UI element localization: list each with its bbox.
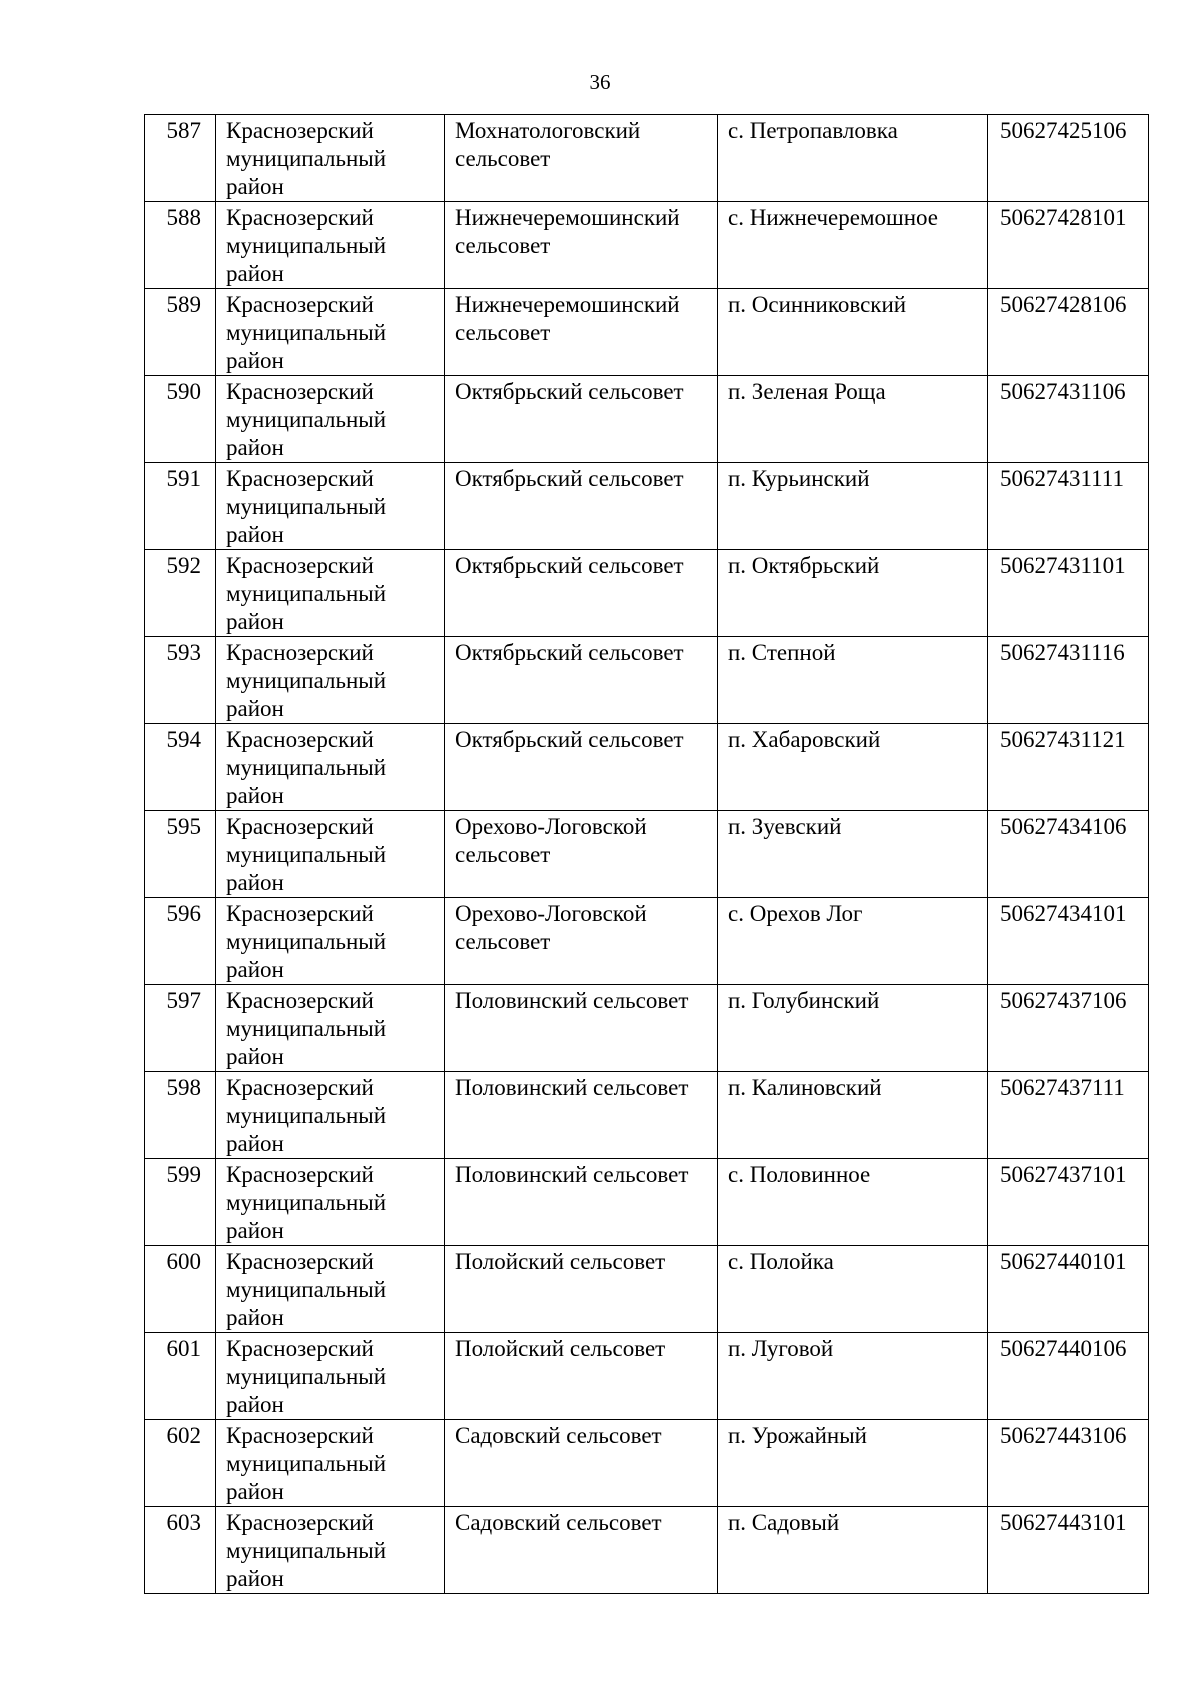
settlement-cell: п. Хабаровский	[718, 724, 988, 811]
code-cell: 50627434101	[988, 898, 1149, 985]
code-cell: 50627431106	[988, 376, 1149, 463]
table-row	[145, 898, 1149, 985]
district-cell: Краснозерский муниципальный район	[216, 550, 445, 637]
code-cell: 50627431121	[988, 724, 1149, 811]
code-cell: 50627443106	[988, 1420, 1149, 1507]
code-cell: 50627428106	[988, 289, 1149, 376]
row-number-cell: 589	[145, 289, 216, 376]
settlement-cell: с. Петропавловка	[718, 115, 988, 202]
district-cell: Краснозерский муниципальный район	[216, 637, 445, 724]
council-cell: Садовский сельсовет	[445, 1507, 718, 1594]
code-cell: 50627443101	[988, 1507, 1149, 1594]
code-cell: 50627440106	[988, 1333, 1149, 1420]
council-cell: Октябрьский сельсовет	[445, 376, 718, 463]
table-row	[145, 637, 1149, 724]
district-cell: Краснозерский муниципальный район	[216, 811, 445, 898]
settlement-cell: п. Садовый	[718, 1507, 988, 1594]
table-row	[145, 724, 1149, 811]
settlement-cell: п. Калиновский	[718, 1072, 988, 1159]
district-cell: Краснозерский муниципальный район	[216, 1420, 445, 1507]
district-cell: Краснозерский муниципальный район	[216, 724, 445, 811]
row-number-cell: 595	[145, 811, 216, 898]
district-cell: Краснозерский муниципальный район	[216, 289, 445, 376]
row-number-cell: 591	[145, 463, 216, 550]
district-cell: Краснозерский муниципальный район	[216, 115, 445, 202]
table-row	[145, 1333, 1149, 1420]
council-cell: Садовский сельсовет	[445, 1420, 718, 1507]
table-row	[145, 463, 1149, 550]
row-number-cell: 597	[145, 985, 216, 1072]
settlement-cell: п. Степной	[718, 637, 988, 724]
row-number-cell: 600	[145, 1246, 216, 1333]
council-cell: Октябрьский сельсовет	[445, 637, 718, 724]
table-row	[145, 985, 1149, 1072]
code-cell: 50627428101	[988, 202, 1149, 289]
row-number-cell: 594	[145, 724, 216, 811]
page-number: 36	[589, 70, 611, 94]
council-cell: Мохнатологовский сельсовет	[445, 115, 718, 202]
district-cell: Краснозерский муниципальный район	[216, 1072, 445, 1159]
district-cell: Краснозерский муниципальный район	[216, 1159, 445, 1246]
row-number-cell: 592	[145, 550, 216, 637]
row-number-cell: 602	[145, 1420, 216, 1507]
code-cell: 50627437111	[988, 1072, 1149, 1159]
table-row	[145, 1072, 1149, 1159]
settlement-cell: п. Голубинский	[718, 985, 988, 1072]
council-cell: Нижнечеремошинский сельсовет	[445, 202, 718, 289]
council-cell: Орехово-Логовской сельсовет	[445, 811, 718, 898]
settlement-cell: п. Октябрьский	[718, 550, 988, 637]
code-cell: 50627437106	[988, 985, 1149, 1072]
settlement-cell: п. Осинниковский	[718, 289, 988, 376]
district-cell: Краснозерский муниципальный район	[216, 202, 445, 289]
settlement-cell: п. Курьинский	[718, 463, 988, 550]
settlement-cell: п. Зуевский	[718, 811, 988, 898]
code-cell: 50627425106	[988, 115, 1149, 202]
council-cell: Орехово-Логовской сельсовет	[445, 898, 718, 985]
council-cell: Полойский сельсовет	[445, 1246, 718, 1333]
row-number-cell: 590	[145, 376, 216, 463]
table-row	[145, 550, 1149, 637]
table-row	[145, 1507, 1149, 1594]
table-row	[145, 1420, 1149, 1507]
settlements-table	[144, 114, 1149, 1594]
council-cell: Полойский сельсовет	[445, 1333, 718, 1420]
settlement-cell: с. Полойка	[718, 1246, 988, 1333]
table-row	[145, 811, 1149, 898]
district-cell: Краснозерский муниципальный район	[216, 985, 445, 1072]
council-cell: Октябрьский сельсовет	[445, 724, 718, 811]
code-cell: 50627431116	[988, 637, 1149, 724]
table-row	[145, 1159, 1149, 1246]
district-cell: Краснозерский муниципальный район	[216, 1333, 445, 1420]
settlement-cell: п. Урожайный	[718, 1420, 988, 1507]
table-row	[145, 115, 1149, 202]
table-row	[145, 376, 1149, 463]
district-cell: Краснозерский муниципальный район	[216, 376, 445, 463]
row-number-cell: 598	[145, 1072, 216, 1159]
district-cell: Краснозерский муниципальный район	[216, 1246, 445, 1333]
settlement-cell: п. Зеленая Роща	[718, 376, 988, 463]
settlement-cell: с. Половинное	[718, 1159, 988, 1246]
settlement-cell: с. Орехов Лог	[718, 898, 988, 985]
council-cell: Половинский сельсовет	[445, 1159, 718, 1246]
code-cell: 50627437101	[988, 1159, 1149, 1246]
row-number-cell: 596	[145, 898, 216, 985]
row-number-cell: 593	[145, 637, 216, 724]
row-number-cell: 599	[145, 1159, 216, 1246]
settlement-cell: п. Луговой	[718, 1333, 988, 1420]
table-row	[145, 289, 1149, 376]
district-cell: Краснозерский муниципальный район	[216, 1507, 445, 1594]
row-number-cell: 587	[145, 115, 216, 202]
council-cell: Половинский сельсовет	[445, 985, 718, 1072]
council-cell: Половинский сельсовет	[445, 1072, 718, 1159]
district-cell: Краснозерский муниципальный район	[216, 463, 445, 550]
settlement-cell: с. Нижнечеремошное	[718, 202, 988, 289]
district-cell: Краснозерский муниципальный район	[216, 898, 445, 985]
table-row	[145, 1246, 1149, 1333]
row-number-cell: 603	[145, 1507, 216, 1594]
code-cell: 50627440101	[988, 1246, 1149, 1333]
table-row	[145, 202, 1149, 289]
code-cell: 50627434106	[988, 811, 1149, 898]
code-cell: 50627431101	[988, 550, 1149, 637]
council-cell: Октябрьский сельсовет	[445, 463, 718, 550]
council-cell: Октябрьский сельсовет	[445, 550, 718, 637]
council-cell: Нижнечеремошинский сельсовет	[445, 289, 718, 376]
row-number-cell: 601	[145, 1333, 216, 1420]
row-number-cell: 588	[145, 202, 216, 289]
code-cell: 50627431111	[988, 463, 1149, 550]
